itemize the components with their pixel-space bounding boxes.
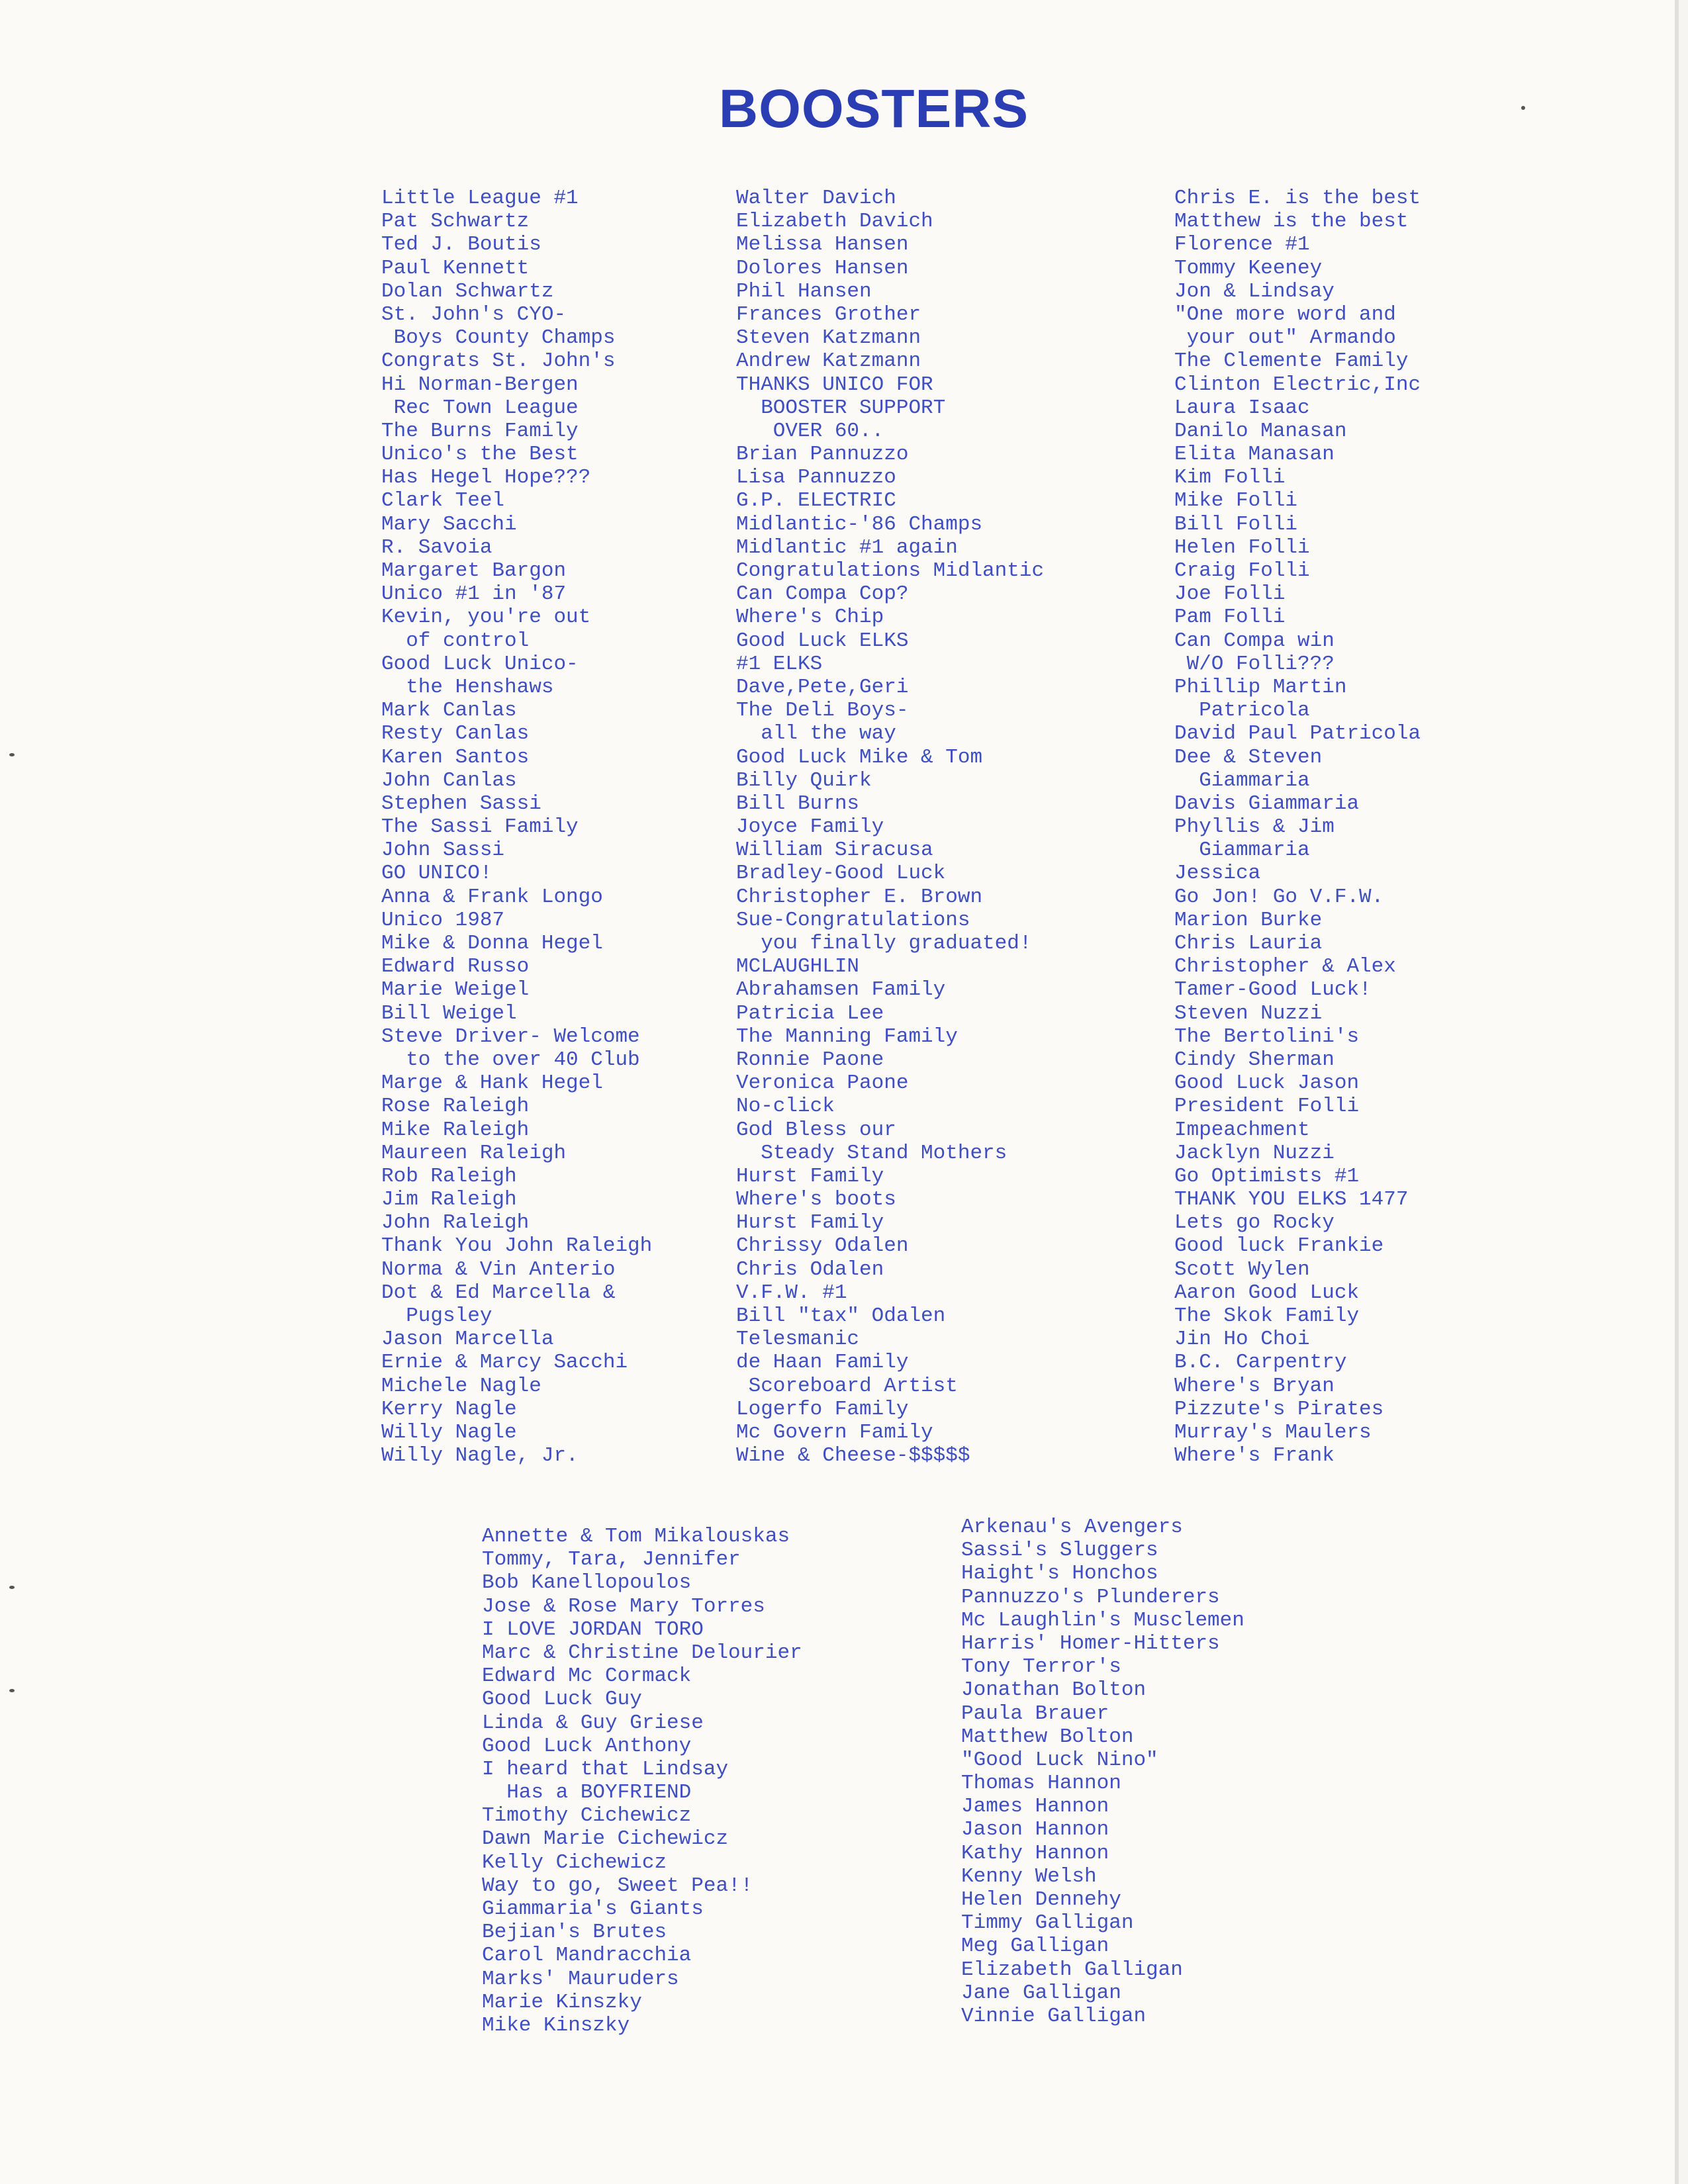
booster-entry: Joyce Family <box>736 815 884 839</box>
booster-entry: Stephen Sassi <box>381 792 541 815</box>
booster-entry: Congrats St. John's <box>381 349 616 373</box>
booster-entry: Hurst Family <box>736 1211 884 1235</box>
booster-entry: Marge & Hank Hegel <box>381 1071 603 1095</box>
booster-entry: Marc & Christine Delourier <box>482 1641 802 1664</box>
booster-entry: Giammaria <box>1174 768 1310 792</box>
booster-entry: Dolan Schwartz <box>381 279 554 303</box>
booster-entry: Good Luck Unico- <box>381 652 579 676</box>
booster-entry: Unico #1 in '87 <box>381 582 567 606</box>
booster-entry: Edward Mc Cormack <box>482 1664 692 1688</box>
booster-entry: Dot & Ed Marcella & <box>381 1281 616 1304</box>
booster-entry: Can Compa Cop? <box>736 582 909 606</box>
booster-entry: Elizabeth Galligan <box>961 1958 1183 1981</box>
booster-entry: Jim Raleigh <box>381 1188 517 1212</box>
booster-entry: Kevin, you're out <box>381 606 591 629</box>
paper-speck <box>9 1586 15 1589</box>
booster-entry: Kathy Hannon <box>961 1841 1109 1865</box>
booster-entry: William Siracusa <box>736 839 933 862</box>
booster-entry: God Bless our <box>736 1118 896 1142</box>
booster-entry: Dave,Pete,Geri <box>736 675 909 699</box>
booster-entry: Andrew Katzmann <box>736 349 921 373</box>
booster-entry: Jon & Lindsay <box>1174 279 1335 303</box>
booster-entry: I heard that Lindsay <box>482 1757 729 1781</box>
booster-entry: James Hannon <box>961 1795 1109 1819</box>
booster-entry: Rec Town League <box>381 396 579 420</box>
booster-entry: Linda & Guy Griese <box>482 1711 704 1735</box>
booster-entry: B.C. Carpentry <box>1174 1351 1347 1375</box>
paper-speck <box>9 1689 15 1692</box>
booster-entry: BOOSTER SUPPORT <box>736 396 946 420</box>
booster-entry: Dawn Marie Cichewicz <box>482 1827 729 1851</box>
booster-entry: Unico's the Best <box>381 443 579 467</box>
booster-entry: Thomas Hannon <box>961 1772 1121 1796</box>
booster-entry: Way to go, Sweet Pea!! <box>482 1874 753 1897</box>
booster-entry: Jessica <box>1174 862 1261 886</box>
booster-entry: Giammaria <box>1174 839 1310 862</box>
booster-entry: Little League #1 <box>381 187 579 210</box>
booster-entry: Bill Folli <box>1174 512 1298 536</box>
booster-entry: Mary Sacchi <box>381 512 517 536</box>
booster-entry: Danilo Manasan <box>1174 419 1347 443</box>
booster-entry: Tommy Keeney <box>1174 256 1323 280</box>
booster-entry: THANK YOU ELKS 1477 <box>1174 1188 1409 1212</box>
booster-entry: Good Luck ELKS <box>736 629 909 653</box>
booster-entry: Timmy Galligan <box>961 1911 1134 1935</box>
booster-entry: Bob Kanellopoulos <box>482 1571 692 1595</box>
booster-entry: Logerfo Family <box>736 1397 909 1421</box>
booster-entry: Kerry Nagle <box>381 1397 517 1421</box>
booster-entry: Ernie & Marcy Sacchi <box>381 1351 628 1375</box>
booster-entry: THANKS UNICO FOR <box>736 373 933 396</box>
booster-entry: to the over 40 Club <box>381 1048 640 1071</box>
page-title: BOOSTERS <box>718 79 1029 139</box>
booster-entry: Jason Marcella <box>381 1328 554 1351</box>
booster-entry: Jacklyn Nuzzi <box>1174 1141 1335 1165</box>
booster-entry: Michele Nagle <box>381 1374 541 1398</box>
booster-entry: Melissa Hansen <box>736 233 909 257</box>
booster-column-3 <box>1174 187 1421 1467</box>
booster-entry: Has a BOYFRIEND <box>482 1781 692 1805</box>
booster-entry: Rob Raleigh <box>381 1164 517 1188</box>
booster-entry: Tony Terror's <box>961 1655 1121 1679</box>
booster-entry: Good Luck Jason <box>1174 1071 1360 1095</box>
booster-entry: Brian Pannuzzo <box>736 443 909 467</box>
booster-entry: Arkenau's Avengers <box>961 1516 1183 1539</box>
booster-entry: Vinnie Galligan <box>961 2004 1147 2028</box>
booster-entry: Bill Burns <box>736 792 860 815</box>
booster-entry: Paul Kennett <box>381 256 530 280</box>
booster-entry: Rose Raleigh <box>381 1095 530 1118</box>
booster-entry: Can Compa win <box>1174 629 1335 653</box>
booster-entry: Willy Nagle, Jr. <box>381 1444 579 1468</box>
booster-column-1 <box>381 187 652 1467</box>
booster-entry: John Raleigh <box>381 1211 530 1235</box>
booster-entry: Steven Nuzzi <box>1174 1001 1323 1025</box>
booster-entry: Pannuzzo's Plunderers <box>961 1585 1220 1609</box>
booster-entry: Telesmanic <box>736 1328 860 1351</box>
booster-entry: Mike & Donna Hegel <box>381 932 603 955</box>
booster-entry: Mc Laughlin's Musclemen <box>961 1608 1244 1632</box>
booster-entry: GO UNICO! <box>381 862 492 886</box>
booster-entry: The Bertolini's <box>1174 1024 1360 1048</box>
booster-entry: Giammaria's Giants <box>482 1897 704 1921</box>
booster-entry: OVER 60.. <box>736 419 884 443</box>
booster-entry: Clinton Electric,Inc <box>1174 373 1421 396</box>
booster-entry: Meg Galligan <box>961 1934 1109 1958</box>
booster-entry: Steady Stand Mothers <box>736 1141 1008 1165</box>
booster-entry: Abrahamsen Family <box>736 978 946 1002</box>
booster-entry: Bill "tax" Odalen <box>736 1304 946 1328</box>
booster-entry: Sassi's Sluggers <box>961 1539 1158 1563</box>
booster-entry: "Good Luck Nino" <box>961 1748 1158 1772</box>
booster-entry: Kelly Cichewicz <box>482 1850 667 1874</box>
booster-entry: Marie Weigel <box>381 978 530 1002</box>
booster-entry: No-click <box>736 1095 835 1118</box>
booster-entry: John Sassi <box>381 839 505 862</box>
booster-entry: David Paul Patricola <box>1174 722 1421 746</box>
booster-entry: Kenny Welsh <box>961 1864 1097 1888</box>
booster-entry: Pat Schwartz <box>381 210 530 234</box>
booster-entry: R. Savoia <box>381 535 492 559</box>
booster-entry: Aaron Good Luck <box>1174 1281 1360 1304</box>
booster-entry: "One more word and <box>1174 302 1396 326</box>
booster-entry: Wine & Cheese-$$$$$ <box>736 1444 970 1468</box>
booster-entry: of control <box>381 629 530 653</box>
booster-entry: The Deli Boys- <box>736 699 909 723</box>
booster-entry: Go Jon! Go V.F.W. <box>1174 885 1384 909</box>
booster-entry: MCLAUGHLIN <box>736 955 860 979</box>
booster-entry: Frances Grother <box>736 302 921 326</box>
booster-entry: your out" Armando <box>1174 326 1396 350</box>
booster-entry: W/O Folli??? <box>1174 652 1335 676</box>
booster-column-4 <box>482 1525 802 2037</box>
booster-entry: The Manning Family <box>736 1024 958 1048</box>
booster-entry: all the way <box>736 722 896 746</box>
booster-entry: Tommy, Tara, Jennifer <box>482 1548 741 1572</box>
booster-entry: Maureen Raleigh <box>381 1141 567 1165</box>
booster-entry: Patricola <box>1174 699 1310 723</box>
booster-entry: you finally graduated! <box>736 932 1032 955</box>
booster-entry: Impeachment <box>1174 1118 1310 1142</box>
booster-entry: Marie Kinszky <box>482 1990 642 2014</box>
booster-entry: Good Luck Guy <box>482 1688 642 1711</box>
booster-entry: Unico 1987 <box>381 908 505 932</box>
booster-entry: Pam Folli <box>1174 606 1286 629</box>
booster-entry: Laura Isaac <box>1174 396 1310 420</box>
booster-entry: Midlantic #1 again <box>736 535 958 559</box>
booster-entry: Ted J. Boutis <box>381 233 541 257</box>
booster-entry: Ronnie Paone <box>736 1048 884 1071</box>
booster-entry: I LOVE JORDAN TORO <box>482 1617 704 1641</box>
booster-entry: Sue-Congratulations <box>736 908 970 932</box>
booster-entry: Good luck Frankie <box>1174 1234 1384 1258</box>
booster-entry: St. John's CYO- <box>381 302 567 326</box>
booster-entry: Lisa Pannuzzo <box>736 466 896 490</box>
booster-entry: Pizzute's Pirates <box>1174 1397 1384 1421</box>
booster-entry: Elizabeth Davich <box>736 210 933 234</box>
booster-entry: Has Hegel Hope??? <box>381 466 591 490</box>
booster-entry: The Burns Family <box>381 419 579 443</box>
booster-entry: Billy Quirk <box>736 768 872 792</box>
booster-entry: Dee & Steven <box>1174 745 1323 769</box>
booster-entry: Mike Raleigh <box>381 1118 530 1142</box>
booster-entry: Jose & Rose Mary Torres <box>482 1594 765 1618</box>
booster-entry: Good Luck Anthony <box>482 1734 692 1758</box>
booster-entry: Mc Govern Family <box>736 1420 933 1444</box>
booster-entry: Cindy Sherman <box>1174 1048 1335 1071</box>
booster-entry: Christopher E. Brown <box>736 885 983 909</box>
booster-entry: Mike Kinszky <box>482 2013 630 2037</box>
booster-entry: Bill Weigel <box>381 1001 517 1025</box>
booster-entry: Walter Davich <box>736 187 896 210</box>
booster-entry: the Henshaws <box>381 675 554 699</box>
booster-entry: Paula Brauer <box>961 1702 1109 1725</box>
booster-entry: Helen Folli <box>1174 535 1310 559</box>
booster-entry: Elita Manasan <box>1174 443 1335 467</box>
booster-entry: Anna & Frank Longo <box>381 885 603 909</box>
booster-entry: Scoreboard Artist <box>736 1374 958 1398</box>
booster-entry: The Clemente Family <box>1174 349 1409 373</box>
booster-entry: Midlantic-'86 Champs <box>736 512 983 536</box>
booster-entry: The Skok Family <box>1174 1304 1360 1328</box>
booster-entry: Hurst Family <box>736 1164 884 1188</box>
booster-entry: Steve Driver- Welcome <box>381 1024 640 1048</box>
booster-entry: Timothy Cichewicz <box>482 1804 692 1828</box>
paper-speck <box>1521 106 1525 110</box>
booster-entry: Hi Norman-Bergen <box>381 373 579 396</box>
booster-entry: Chris Lauria <box>1174 932 1323 955</box>
booster-entry: Scott Wylen <box>1174 1257 1310 1281</box>
booster-entry: Steven Katzmann <box>736 326 921 350</box>
booster-entry: Patricia Lee <box>736 1001 884 1025</box>
booster-entry: Resty Canlas <box>381 722 530 746</box>
booster-entry: Margaret Bargon <box>381 559 567 582</box>
booster-entry: Jonathan Bolton <box>961 1678 1147 1702</box>
booster-entry: Pugsley <box>381 1304 492 1328</box>
booster-entry: Davis Giammaria <box>1174 792 1360 815</box>
booster-entry: Kim Folli <box>1174 466 1286 490</box>
booster-entry: Florence #1 <box>1174 233 1310 257</box>
booster-entry: Chris Odalen <box>736 1257 884 1281</box>
booster-entry: Edward Russo <box>381 955 530 979</box>
booster-entry: Where's boots <box>736 1188 896 1212</box>
booster-entry: Where's Frank <box>1174 1444 1335 1468</box>
booster-entry: Marks' Mauruders <box>482 1967 679 1991</box>
booster-entry: Murray's Maulers <box>1174 1420 1372 1444</box>
paper-speck <box>9 753 15 756</box>
booster-entry: Chrissy Odalen <box>736 1234 909 1258</box>
booster-entry: Norma & Vin Anterio <box>381 1257 616 1281</box>
booster-entry: Dolores Hansen <box>736 256 909 280</box>
booster-entry: de Haan Family <box>736 1351 909 1375</box>
booster-entry: The Sassi Family <box>381 815 579 839</box>
booster-entry: V.F.W. #1 <box>736 1281 847 1304</box>
booster-entry: Craig Folli <box>1174 559 1310 582</box>
booster-entry: Carol Mandracchia <box>482 1944 692 1968</box>
booster-entry: Jason Hannon <box>961 1818 1109 1842</box>
booster-entry: Where's Chip <box>736 606 884 629</box>
booster-entry: Boys County Champs <box>381 326 616 350</box>
booster-entry: Willy Nagle <box>381 1420 517 1444</box>
booster-entry: Clark Teel <box>381 489 505 513</box>
booster-entry: Phillip Martin <box>1174 675 1347 699</box>
booster-entry: Veronica Paone <box>736 1071 909 1095</box>
booster-entry: Thank You John Raleigh <box>381 1234 653 1258</box>
booster-column-2 <box>736 187 1044 1467</box>
booster-entry: Go Optimists #1 <box>1174 1164 1360 1188</box>
booster-entry: Haight's Honchos <box>961 1562 1158 1586</box>
booster-entry: Bradley-Good Luck <box>736 862 946 886</box>
booster-entry: Bejian's Brutes <box>482 1921 667 1944</box>
booster-entry: Where's Bryan <box>1174 1374 1335 1398</box>
booster-entry: Marion Burke <box>1174 908 1323 932</box>
booster-entry: Joe Folli <box>1174 582 1286 606</box>
booster-entry: Good Luck Mike & Tom <box>736 745 983 769</box>
booster-entry: Matthew is the best <box>1174 210 1409 234</box>
booster-entry: G.P. ELECTRIC <box>736 489 896 513</box>
booster-entry: John Canlas <box>381 768 517 792</box>
booster-entry: Jin Ho Choi <box>1174 1328 1310 1351</box>
booster-entry: Mark Canlas <box>381 699 517 723</box>
booster-entry: Matthew Bolton <box>961 1725 1134 1749</box>
booster-entry: Congratulations Midlantic <box>736 559 1045 582</box>
booster-entry: Helen Dennehy <box>961 1888 1121 1911</box>
booster-entry: President Folli <box>1174 1095 1360 1118</box>
booster-entry: Phyllis & Jim <box>1174 815 1335 839</box>
booster-entry: Annette & Tom Mikalouskas <box>482 1525 790 1548</box>
booster-entry: Jane Galligan <box>961 1981 1121 2005</box>
booster-entry: Phil Hansen <box>736 279 872 303</box>
booster-entry: Mike Folli <box>1174 489 1298 513</box>
booster-column-5 <box>961 1516 1244 2028</box>
booster-entry: Chris E. is the best <box>1174 187 1421 210</box>
booster-entry: #1 ELKS <box>736 652 823 676</box>
booster-entry: Karen Santos <box>381 745 530 769</box>
booster-entry: Harris' Homer-Hitters <box>961 1631 1220 1655</box>
booster-entry: Christopher & Alex <box>1174 955 1396 979</box>
booster-entry: Tamer-Good Luck! <box>1174 978 1372 1002</box>
booster-entry: Lets go Rocky <box>1174 1211 1335 1235</box>
